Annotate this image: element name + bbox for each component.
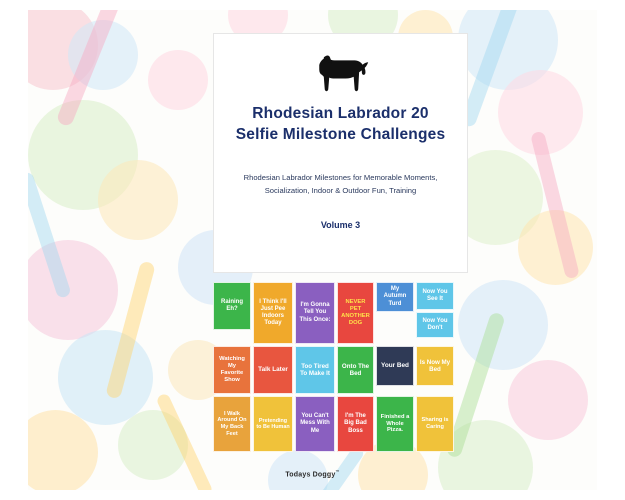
milestone-tile [376, 282, 414, 312]
milestone-tile [253, 396, 293, 452]
milestone-tile-label: Sharing is Caring [421, 417, 449, 430]
bokeh-circle [98, 160, 178, 240]
milestone-tile-label: You Can't Mess With Me [300, 413, 330, 434]
milestone-tile [337, 282, 374, 344]
milestone-tile [295, 396, 335, 452]
bokeh-circle [58, 330, 153, 425]
milestone-tile-label: Raining Eh? [221, 298, 243, 312]
milestone-tile [337, 396, 374, 452]
milestone-tile-label: Watching My Favorite Show [219, 356, 245, 383]
milestone-tile-label: I'm Gonna Tell You This Once: [299, 302, 331, 323]
milestone-tile-label: Pretending to Be Human [256, 417, 290, 430]
milestone-tile [253, 282, 293, 344]
milestone-tile-label: My Autumn Turd [383, 286, 407, 307]
milestone-tile-label: Now You See It [422, 288, 448, 302]
milestone-tile-label: Is Now My Bed [419, 358, 451, 373]
volume-label: Volume 3 [320, 219, 361, 230]
bokeh-circle [458, 280, 548, 370]
milestone-tile-grid [213, 282, 469, 474]
milestone-tile [213, 396, 251, 452]
milestone-tile [337, 346, 374, 394]
milestone-tile [295, 282, 335, 344]
milestone-tile [416, 346, 454, 386]
bokeh-circle [508, 360, 588, 440]
milestone-tile [213, 346, 251, 394]
subtitle [228, 172, 453, 198]
milestone-tile [416, 396, 454, 452]
title-card [213, 33, 468, 273]
bokeh-circle [28, 410, 98, 490]
bokeh-circle [148, 50, 208, 110]
milestone-tile [295, 346, 335, 394]
cover-artwork [28, 10, 597, 490]
milestone-tile-label: NEVER PET ANOTHER DOG [341, 299, 370, 326]
bokeh-circle [28, 240, 118, 340]
milestone-tile [416, 282, 454, 310]
milestone-tile-label: Now You Don't [422, 317, 448, 331]
milestone-tile-label: Finished a Whole Pizza. [380, 413, 410, 434]
subtitle-line-2: Socialization, Indoor & Outdoor Fun, Training [264, 185, 417, 195]
subtitle-line-1: Rhodesian Labrador Milestones for Memorable Moments, [243, 172, 438, 182]
milestone-tile [416, 312, 454, 338]
milestone-tile-label: Talk Later [258, 366, 288, 374]
milestone-tile-label: Onto The Bed [341, 362, 370, 377]
milestone-tile [253, 346, 293, 394]
milestone-tile-label: I'm The Big Bad Boss [344, 413, 367, 434]
milestone-tile-label: Too Tired To Make It [300, 362, 330, 377]
brand-footer [28, 469, 597, 478]
milestone-tile-label: I Walk Around On My Back Feet [217, 410, 247, 437]
dog-silhouette-icon [312, 52, 370, 96]
milestone-tile-label: Your Bed [381, 362, 409, 370]
milestone-tile [213, 282, 251, 330]
page-title: Rhodesian Labrador 20 Selfie Milestone Challenges [235, 105, 446, 143]
milestone-tile [376, 396, 414, 452]
brand-name: Todays Doggy [285, 471, 336, 478]
milestone-tile-label: I Think I'll Just Pee Indoors Today [259, 298, 287, 327]
milestone-tile [376, 346, 414, 386]
brand-trademark: ™ [335, 468, 340, 474]
